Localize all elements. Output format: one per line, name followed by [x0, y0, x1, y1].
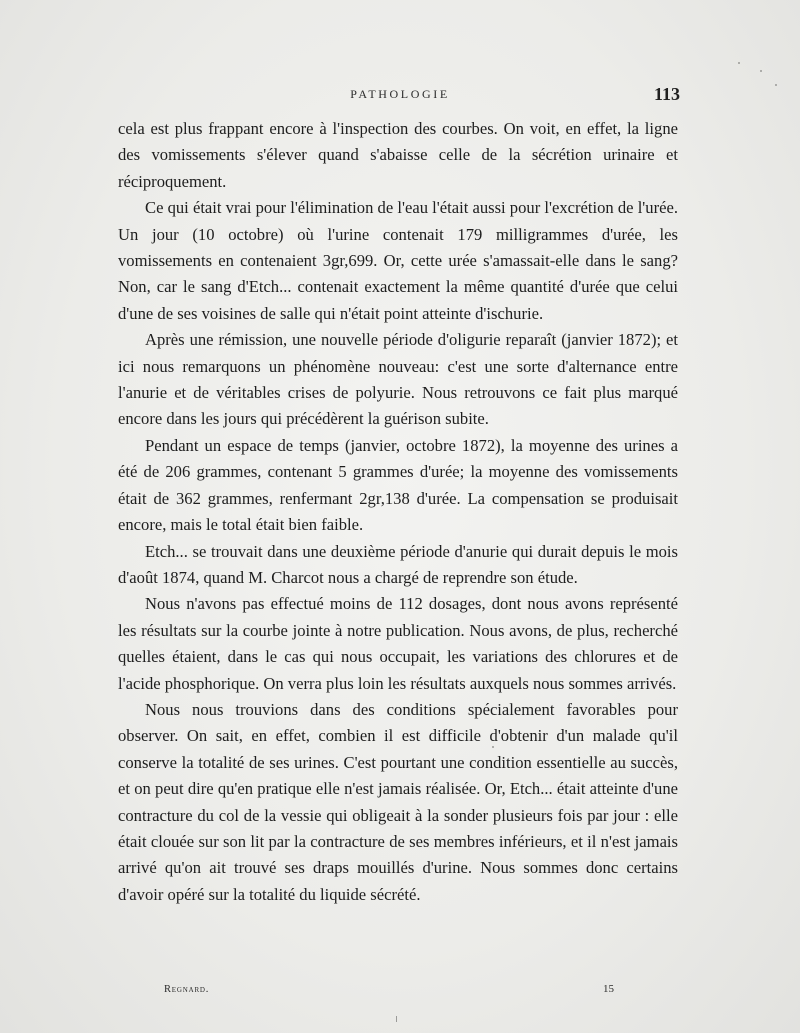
paragraph-2: Ce qui était vrai pour l'élimination de l'eau l'était aussi pour l'excrétion de l'urée. Un jour (10 octobre) où l'urine contenait 179 milligrammes d'urée, les vomissements en contenaient 3gr,699. Or, cette urée s'amassait-elle dans le sang? Non, car le sang d'Etch... contenait exactement la même quantité d'urée que celui d'une de ses voisines de salle qui n'était point atteinte d'ischurie. — [118, 198, 678, 323]
paragraph-3: Après une rémission, une nouvelle période d'oligurie reparaît (janvier 1872); et ici nous remarquons un phénomène nouveau: c'est une sorte d'alternance entre l'anurie et de véritables crises de polyurie. Nous retrouvons ce fait plus marqué encore dans les jours qui précédèrent la guérison subite. — [118, 330, 678, 429]
paper-speck — [760, 70, 762, 72]
running-header-title: PATHOLOGIE — [350, 87, 450, 101]
printer-signature: Regnard. — [164, 984, 210, 995]
paper-speck — [775, 84, 777, 86]
body-text — [118, 116, 678, 908]
paragraph-6: Nous n'avons pas effectué moins de 112 dosages, dont nous avons représenté les résultats sur la courbe jointe à notre publication. Nous avons, de plus, recherché quelles étaient, dans le cas qui nous occupait, les variations des chlorures et de l'acide phosphorique. On verra plus loin les résultats auxquels nous sommes arrivés. — [118, 594, 678, 693]
paper-speck — [492, 746, 494, 748]
paragraph-1: cela est plus frappant encore à l'inspection des courbes. On voit, en effet, la ligne des vomissements s'élever quand s'abaisse celle de la sécrétion urinaire et réciproquement. — [118, 119, 678, 191]
page-number: 113 — [653, 84, 680, 104]
sheet-number: 15 — [603, 983, 614, 995]
paragraph-7: Nous nous trouvions dans des conditions spécialement favorables pour observer. On sait, en effet, combien il est difficile d'obtenir d'un malade qu'il conserve la totalité de ses urines. C'est pourtant une condition essentielle au succès, et on peut dire qu'en pratique elle n'est jamais réalisée. Or, Etch... était atteinte d'une contracture du col de la vessie qui obligeait à la sonder plusieurs fois par jour : elle était clouée sur son lit par la contracture de ses membres inférieurs, et il n'est jamais arrivé qu'on ait trouvé ses draps mouillés d'urine. Nous sommes donc certains d'avoir opéré sur la totalité du liquide sécrété. — [118, 699, 678, 904]
paper-speck — [738, 62, 740, 64]
paragraph-5: Etch... se trouvait dans une deuxième période d'anurie qui durait depuis le mois d'août 1874, quand M. Charcot nous a chargé de reprendre son étude. — [118, 541, 678, 587]
paper-speck — [396, 1016, 397, 1022]
paragraph-4: Pendant un espace de temps (janvier, octobre 1872), la moyenne des urines a été de 206 grammes, contenant 5 grammes d'urée; la moyenne des vomissements était de 362 grammes, renfermant 2gr,138 d'urée. La compensation se produisait encore, mais le total était bien faible. — [118, 435, 678, 535]
